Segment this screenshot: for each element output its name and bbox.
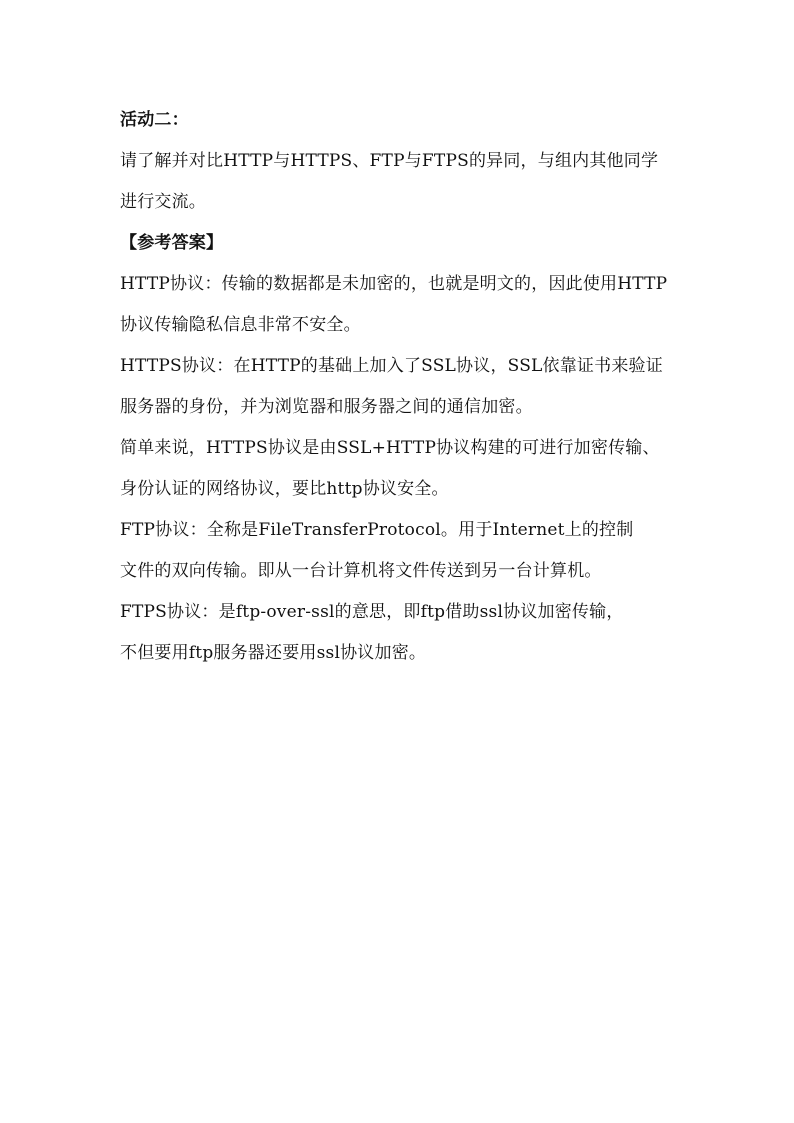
ftps-description-line-2: 不但要用ftp服务器还要用ssl协议加密。 [120,643,427,663]
ftps-description-line-1: FTPS协议：是ftp-over-ssl的意思，即ftp借助ssl协议加密传输， [120,602,624,622]
ftp-description-line-2: 文件的双向传输。即从一台计算机将文件传送到另一台计算机。 [120,561,602,581]
task-text-line-1: 请了解并对比HTTP与HTTPS、FTP与FTPS的异同，与组内其他同学 [120,151,659,171]
http-description-line-2: 协议传输隐私信息非常不安全。 [120,315,361,335]
document-body [120,100,680,674]
answer-heading: 【参考答案】 [120,233,224,253]
ftp-description-line-1: FTP协议：全称是FileTransferProtocol。用于Internet上的控制 [120,520,634,540]
task-text-line-2: 进行交流。 [120,192,206,212]
https-description-line-1: HTTPS协议：在HTTP的基础上加入了SSL协议，SSL依靠证书来验证 [120,356,663,376]
https-description-line-2: 服务器的身份，并为浏览器和服务器之间的通信加密。 [120,397,533,417]
http-description-line-1: HTTP协议：传输的数据都是未加密的，也就是明文的，因此使用HTTP [120,274,668,294]
summary-line-1: 简单来说，HTTPS协议是由SSL+HTTP协议构建的可进行加密传输、 [120,438,660,458]
summary-line-2: 身份认证的网络协议，要比http协议安全。 [120,479,449,499]
activity-heading: 活动二： [120,110,189,130]
